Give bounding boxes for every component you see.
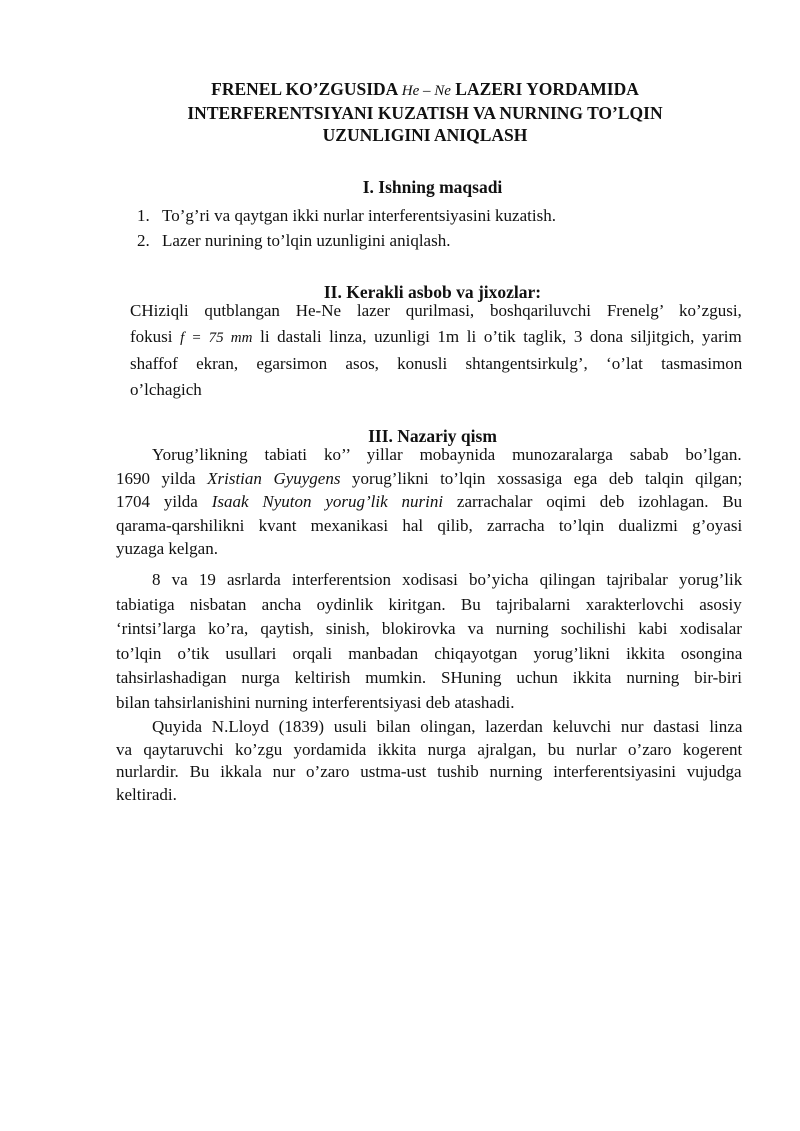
list-text: Lazer nurining to’lqin uzunligini aniqlash. [162,231,451,250]
paragraph-line: 1690 yilda Xristian Gyuygens yorug’likni to’lqin xossasiga ega deb talqin qilgan; [116,468,743,488]
list-item [137,228,556,253]
paragraph-line: to’lqin o’tik usullari orqali manbadan chiqayotgan yorug’likni ikkita osongina [116,643,743,663]
title-suffix: LAZERI YORDAMIDA [455,79,639,99]
paragraph-line: Yorug’likning tabiati ko’’ yillar mobaynida munozaralarga sabab bo’lgan. [152,445,742,464]
paragraph-line: yuzaga kelgan. [116,539,218,558]
theory-paragraph-2 [116,568,742,715]
paragraph-line: CHiziqli qutblangan He-Ne lazer qurilmasi, boshqariluvchi Frenelg’ ko’zgusi, [130,301,742,320]
list-text: To’g’ri va qaytgan ikki nurlar interferentsiyasini kuzatish. [162,206,556,225]
title-line-3: UZUNLIGINI ANIQLASH [322,125,528,145]
title-line-2: INTERFERENTSIYANI KUZATISH VA NURNING TO’LQIN [187,103,663,123]
paragraph-line: nurlardir. Bu ikkala nur o’zaro ustma-ust tushib nurning interferentsiyasini vujudga [116,762,742,781]
paragraph-line: fokusi f = 75 mm li dastali linza, uzunligi 1m li o’tik taglik, 3 dona siljitgich, yarim [130,327,742,346]
section-1-heading: I. Ishning maqsadi [362,177,503,197]
paragraph-line: shaffof ekran, egarsimon asos, konusli shtangentsirkulg’, ‘o’lat tasmasimon [130,354,743,373]
theory-paragraph-3 [116,716,742,806]
paragraph-line: 1704 yilda Isaak Nyuton yorug’lik nurini zarrachalar oqimi deb izohlagan. Bu [116,492,743,511]
goals-list [137,203,556,253]
paragraph-line: Quyida N.Lloyd (1839) usuli bilan olingan, lazerdan keluvchi nur dastasi linza [152,717,743,736]
scientist-name: Xristian Gyuygens [207,468,341,488]
paragraph-line: o’lchagich [130,380,202,399]
paragraph-line: ‘rintsi’larga ko’ra, qaytish, sinish, blokirovka va nurning sochilishi kabi xodisalar [116,619,742,638]
focus-formula: f = 75 mm [180,330,253,346]
document-title [100,78,750,146]
paragraph-line: qarama-qarshilikni kvant mexanikasi hal qilib, zarracha to’lqin dualizmi g’oyasi [116,515,743,535]
section-2-heading: II. Kerakli asbob va jixozlar: [323,282,542,302]
section-3-heading: III. Nazariy qism [368,426,497,446]
paragraph-line: tahsirlashadigan nurga keltirish mumkin. SHuning uchun ikkita nurning bir-biri [116,668,742,687]
paragraph-line: keltiradi. [116,784,177,804]
theory-paragraph-1 [116,443,742,561]
paragraph-line: 8 va 19 asrlarda interferentsion xodisasi bo’yicha qilingan tajribalar yorug’lik [152,570,743,589]
list-number: 2. [137,231,150,250]
focus-label: fokusi [130,327,173,346]
equipment-paragraph [130,298,742,403]
title-prefix: FRENEL KO’ZGUSIDA [211,79,398,99]
scientist-name: Isaak Nyuton yorug’lik nurini [211,492,444,511]
list-number: 1. [137,206,150,225]
title-formula: He – Ne [401,83,451,99]
paragraph-line: bilan tahsirlanishini nurning interferentsiyasi deb atashadi. [116,692,515,712]
paragraph-line: tabiatiga nisbatan ancha oydinlik kiritgan. Bu tajribalarni xarakterlovchi asosiy [116,594,742,614]
paragraph-line: va qaytaruvchi ko’zgu yordamida ikkita nurga ajralgan, bu nurlar o’zaro kogerent [116,739,743,759]
title-line-1 [100,78,750,102]
list-item [137,203,556,228]
